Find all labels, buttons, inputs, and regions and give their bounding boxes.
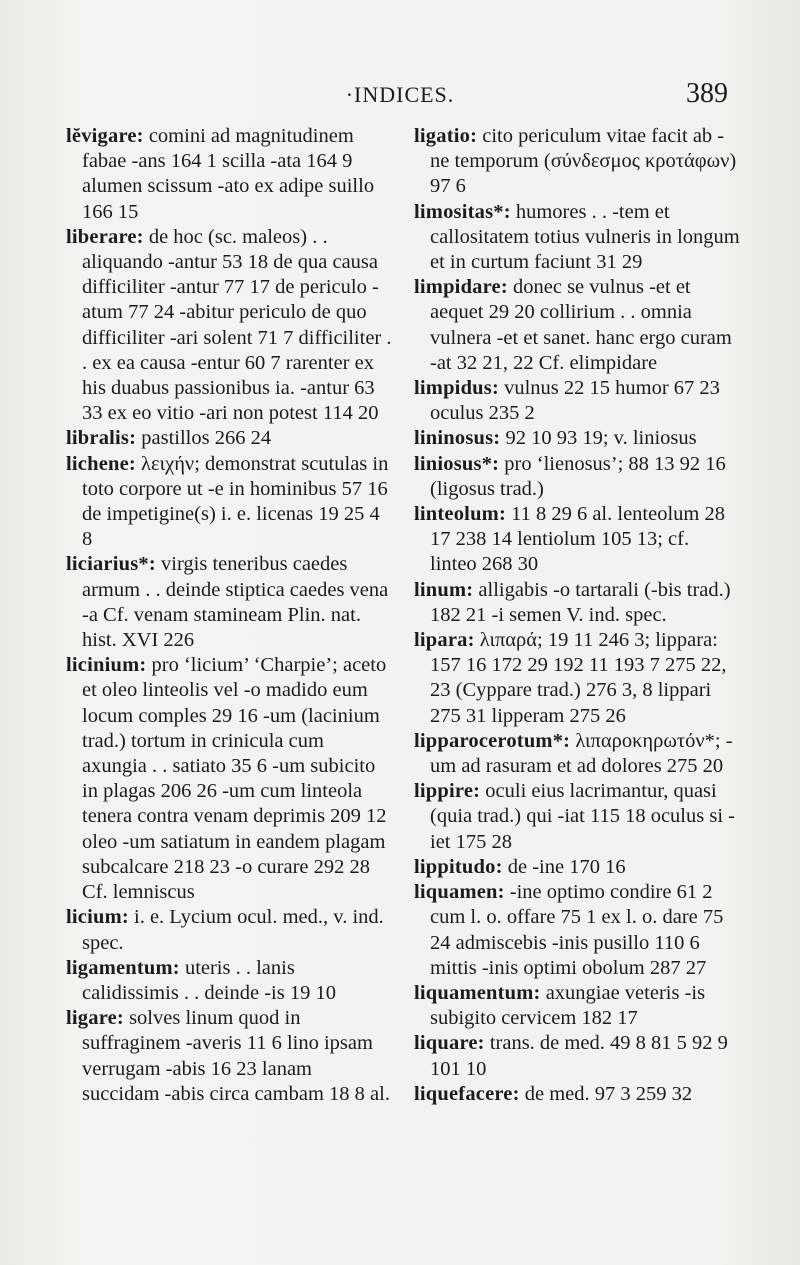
entry-headword: limpidare: bbox=[414, 276, 508, 299]
entry-text: alligabis -o tartarali (-bis trad.) 182 21 -i semen V. ind. spec. bbox=[430, 578, 731, 626]
entry-headword: limositas*: bbox=[414, 200, 511, 223]
index-entry bbox=[66, 653, 392, 905]
entry-headword: lipparocerotum*: bbox=[414, 729, 571, 752]
entry-text: donec se vulnus -et et aequet 29 20 collirium . . omnia vulnera -et et sanet. hanc ergo curam -at 32 21, 22 Cf. elimpidare bbox=[430, 276, 732, 374]
index-entry bbox=[66, 225, 392, 427]
entry-text: comini ad magnitudinem fabae -ans 164 1 scilla -ata 164 9 alumen scissum -ato ex adipe suillo 166 15 bbox=[82, 125, 375, 223]
running-head bbox=[60, 78, 740, 114]
index-entry bbox=[66, 124, 392, 225]
entry-text: pro ‘licium’ ‘Charpie’; aceto et oleo linteolis vel -o madido eum locum comples 29 16 -um (lacinium trad.) tortum in crinicula cum axungia . . satiato 35 6 -um subicito in plagas 206 26 -um cum linteola tenera contra venam deprimis 209 12 oleo -um satiatum in eandem plagam subcalcare 218 23 -o curare 292 28 Cf. lemniscus bbox=[82, 654, 387, 904]
index-entry bbox=[414, 779, 740, 855]
index-entry bbox=[414, 578, 740, 628]
entry-headword: lichene: bbox=[66, 452, 136, 475]
entry-text: virgis teneribus caedes armum . . deinde stiptica caedes vena -a Cf. venam stamineam Plin. nat. hist. XVI 226 bbox=[82, 553, 389, 652]
entry-headword: ligare: bbox=[66, 1007, 124, 1030]
entry-text: pastillos 266 24 bbox=[141, 427, 272, 450]
index-entry bbox=[414, 855, 740, 880]
index-entry bbox=[66, 956, 392, 1006]
entry-text: 11 8 29 6 al. lenteolum 28 17 238 14 lentiolum 105 13; cf. linteo 268 30 bbox=[430, 503, 725, 576]
entry-headword: licinium: bbox=[66, 654, 147, 677]
entry-text: trans. de med. 49 8 81 5 92 9 101 10 bbox=[430, 1032, 728, 1080]
entry-text: oculi eius lacrimantur, quasi (quia trad.) qui -iat 115 18 oculus si -iet 175 28 bbox=[430, 780, 735, 853]
entry-headword: linteolum: bbox=[414, 503, 506, 526]
entry-text: -ine optimo condire 61 2 cum l. o. offare 75 1 ex l. o. dare 75 24 admiscebis -inis pusillo 110 6 mittis -inis optimi obolum 287 27 bbox=[430, 881, 724, 979]
entry-headword: liquare: bbox=[414, 1032, 485, 1055]
running-title: ·INDICES. bbox=[345, 82, 455, 107]
entry-headword: lininosus: bbox=[414, 427, 501, 450]
index-entry bbox=[414, 452, 740, 502]
entry-text: de hoc (sc. maleos) . . aliquando -antur 53 18 de qua causa difficiliter -antur 77 17 de periculo -atum 77 24 -abitur periculo de quo difficiliter -ari solent 71 7 difficiliter . . ex ea causa -entur 60 7 rarenter ex his duabus passionibus ia. -antur 63 33 ex eo vitio -ari non potest 114 20 bbox=[82, 225, 392, 425]
index-entry bbox=[66, 1006, 392, 1107]
index-entry bbox=[414, 628, 740, 729]
entry-headword: limpidus: bbox=[414, 377, 499, 400]
entry-text: solves linum quod in suffraginem -averis 11 6 lino ipsam verrugam -abis 16 23 lanam succidam -abis circa cambam 18 8 al. bbox=[82, 1007, 390, 1105]
index-entry bbox=[66, 426, 392, 451]
entry-text: λειχήν; demonstrat scutulas in toto corpore ut -e in hominibus 57 16 de impetigine(s) i. e. licenas 19 25 4 8 bbox=[82, 452, 389, 551]
entry-headword: lipara: bbox=[414, 629, 475, 652]
index-entry bbox=[414, 275, 740, 376]
entry-text: λιπαρά; 19 11 246 3; lippara: 157 16 172 29 192 11 193 7 275 22, 23 (Cyppare trad.) 276 3, 8 lippari 275 31 lipperam 275 26 bbox=[430, 629, 727, 727]
entry-headword: liquamentum: bbox=[414, 981, 541, 1004]
entry-text: i. e. Lycium ocul. med., v. ind. spec. bbox=[82, 906, 384, 954]
entry-text: 92 10 93 19; v. liniosus bbox=[505, 427, 697, 450]
entry-headword: linum: bbox=[414, 578, 474, 601]
index-entry bbox=[414, 502, 740, 578]
index-entry bbox=[414, 426, 740, 451]
entry-headword: liberare: bbox=[66, 225, 144, 248]
index-entry bbox=[414, 124, 740, 200]
index-column-right bbox=[414, 124, 740, 1107]
entry-text: axungiae veteris -is subigito cervicem 182 17 bbox=[430, 981, 706, 1030]
entry-headword: liniosus*: bbox=[414, 452, 500, 475]
entry-text: vulnus 22 15 humor 67 23 oculus 235 2 bbox=[430, 377, 720, 425]
entry-headword: liciarius*: bbox=[66, 553, 156, 576]
index-entry bbox=[414, 880, 740, 981]
index-entry bbox=[66, 452, 392, 553]
index-entry bbox=[66, 552, 392, 653]
index-entry bbox=[414, 981, 740, 1031]
index-column-left bbox=[66, 124, 392, 1107]
entry-headword: lĕvigare: bbox=[66, 125, 144, 147]
entry-headword: liquamen: bbox=[414, 881, 505, 904]
entry-headword: libralis: bbox=[66, 427, 137, 450]
index-entry bbox=[414, 1082, 740, 1107]
page-number: 389 bbox=[686, 78, 728, 109]
entry-headword: lippitudo: bbox=[414, 855, 503, 878]
index-entry bbox=[66, 905, 392, 955]
index-entry bbox=[414, 376, 740, 426]
entry-text: cito periculum vitae facit ab -ne temporum (σύνδεσμος κροτάφων) 97 6 bbox=[430, 125, 737, 198]
index-entry bbox=[414, 1031, 740, 1081]
entry-text: pro ‘lienosus’; 88 13 92 16 (ligosus trad.) bbox=[430, 452, 726, 500]
entry-text: de med. 97 3 259 32 bbox=[524, 1082, 693, 1105]
entry-text: λιπαροκηρωτόν*; -um ad rasuram et ad dolores 275 20 bbox=[430, 729, 733, 778]
entry-text: uteris . . lanis calidissimis . . deinde -is 19 10 bbox=[82, 956, 336, 1004]
entry-headword: ligatio: bbox=[414, 125, 478, 147]
index-entry bbox=[414, 729, 740, 779]
entry-headword: lippire: bbox=[414, 780, 481, 803]
entry-text: humores . . -tem et callositatem totius vulneris in longum et in curtum faciunt 31 29 bbox=[430, 200, 740, 274]
entry-headword: ligamentum: bbox=[66, 956, 180, 979]
entry-text: de -ine 170 16 bbox=[507, 855, 626, 878]
entry-headword: licium: bbox=[66, 906, 129, 929]
entry-headword: liquefacere: bbox=[414, 1082, 520, 1105]
index-entry bbox=[414, 200, 740, 276]
